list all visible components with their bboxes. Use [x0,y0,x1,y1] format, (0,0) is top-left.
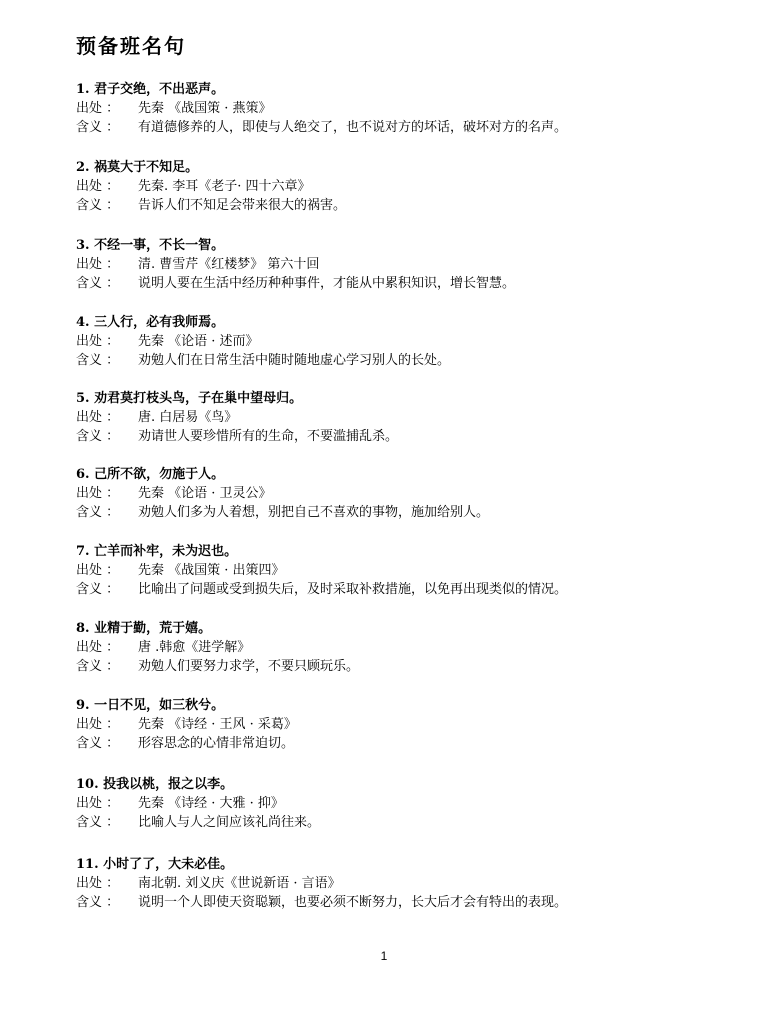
meaning-text: 说明一个人即使天资聪颖，也要必须不断努力，长大后才会有特出的表现。 [138,895,568,910]
meaning-line [76,893,716,912]
meaning-line [76,734,716,753]
quote-heading: 4. 三人行，必有我师焉。 [76,315,225,330]
meaning-label: 含义 ： [76,815,120,830]
source-label: 出处 ： [76,876,120,891]
meaning-label: 含义 ： [76,198,120,213]
source-line [76,332,716,351]
meaning-line [76,196,716,215]
meaning-line [76,274,716,293]
source-line [76,99,716,118]
source-line [76,638,716,657]
source-line [76,874,716,893]
quote-heading: 2. 祸莫大于不知足。 [76,160,199,175]
quote-heading: 9. 一日不见，如三秋兮。 [76,698,225,713]
meaning-label: 含义 ： [76,353,120,368]
source-label: 出处 ： [76,717,120,732]
page-title: 预备班名句 [76,34,186,58]
quote-heading: 7. 亡羊而补牢，未为迟也。 [76,544,238,559]
meaning-text: 比喻出了问题或受到损失后，及时采取补救措施，以免再出现类似的情况。 [138,582,568,597]
meaning-line [76,813,716,832]
meaning-label: 含义 ： [76,582,120,597]
source-line [76,408,716,427]
source-text: 先秦 《战国策 · 出策四》 [138,563,285,578]
meaning-line [76,657,716,676]
meaning-label: 含义 ： [76,659,120,674]
meaning-text: 劝勉人们在日常生活中随时随地虚心学习别人的长处。 [138,353,451,368]
quote-entry [76,855,716,912]
source-label: 出处 ： [76,101,120,116]
source-label: 出处 ： [76,179,120,194]
meaning-text: 劝请世人要珍惜所有的生命，不要滥捕乱杀。 [138,429,399,444]
meaning-label: 含义 ： [76,736,120,751]
meaning-line [76,118,716,137]
quote-entry [76,696,716,753]
source-text: 先秦. 李耳《老子· 四十六章》 [138,179,311,194]
quote-entry [76,158,716,215]
meaning-line [76,351,716,370]
quote-heading: 6. 己所不欲，勿施于人。 [76,467,225,482]
source-text: 唐 .韩愈《进学解》 [138,640,251,655]
quote-entry [76,542,716,599]
source-label: 出处 ： [76,796,120,811]
meaning-label: 含义 ： [76,505,120,520]
meaning-label: 含义 ： [76,895,120,910]
source-line [76,561,716,580]
meaning-label: 含义 ： [76,120,120,135]
page-number: 1 [380,949,388,963]
source-label: 出处 ： [76,334,120,349]
quote-heading: 8. 业精于勤，荒于嬉。 [76,621,212,636]
meaning-line [76,580,716,599]
source-text: 南北朝. 刘义庆《世说新语 · 言语》 [138,876,341,891]
source-line [76,484,716,503]
meaning-text: 有道德修养的人，即使与人绝交了，也不说对方的坏话，破坏对方的名声。 [138,120,568,135]
quote-heading: 1. 君子交绝，不出恶声。 [76,82,225,97]
source-label: 出处 ： [76,486,120,501]
meaning-line [76,503,716,522]
source-line [76,255,716,274]
source-text: 先秦 《诗经 · 王风 · 采葛》 [138,717,297,732]
meaning-text: 比喻人与人之间应该礼尚往来。 [138,815,321,830]
quote-entry [76,775,716,832]
source-text: 先秦 《战国策 · 燕策》 [138,101,272,116]
source-label: 出处 ： [76,257,120,272]
meaning-text: 劝勉人们要努力求学，不要只顾玩乐。 [138,659,360,674]
source-label: 出处 ： [76,410,120,425]
source-label: 出处 ： [76,563,120,578]
quote-entry [76,236,716,293]
quote-entry [76,80,716,137]
source-text: 唐. 白居易《鸟》 [138,410,238,425]
source-line [76,794,716,813]
source-text: 先秦 《诗经 · 大雅 · 抑》 [138,796,284,811]
quote-entry [76,389,716,446]
quote-heading: 3. 不经一事，不长一智。 [76,238,225,253]
meaning-line [76,427,716,446]
meaning-text: 告诉人们不知足会带来很大的祸害。 [138,198,347,213]
source-line [76,715,716,734]
quote-entry [76,619,716,676]
quote-heading: 10. 投我以桃，报之以李。 [76,777,234,792]
meaning-text: 说明人要在生活中经历种种事件，才能从中累积知识，增长智慧。 [138,276,516,291]
meaning-label: 含义 ： [76,276,120,291]
source-text: 清. 曹雪芹《红楼梦》 第六十回 [138,257,320,272]
source-label: 出处 ： [76,640,120,655]
source-text: 先秦 《论语 · 述而》 [138,334,259,349]
quote-heading: 11. 小时了了，大未必佳。 [76,857,234,872]
quote-entry [76,465,716,522]
quote-heading: 5. 劝君莫打枝头鸟，子在巢中望母归。 [76,391,303,406]
meaning-label: 含义 ： [76,429,120,444]
source-text: 先秦 《论语 · 卫灵公》 [138,486,272,501]
source-line [76,177,716,196]
meaning-text: 劝勉人们多为人着想，别把自己不喜欢的事物，施加给别人。 [138,505,490,520]
quote-entry [76,313,716,370]
meaning-text: 形容思念的心情非常迫切。 [138,736,295,751]
